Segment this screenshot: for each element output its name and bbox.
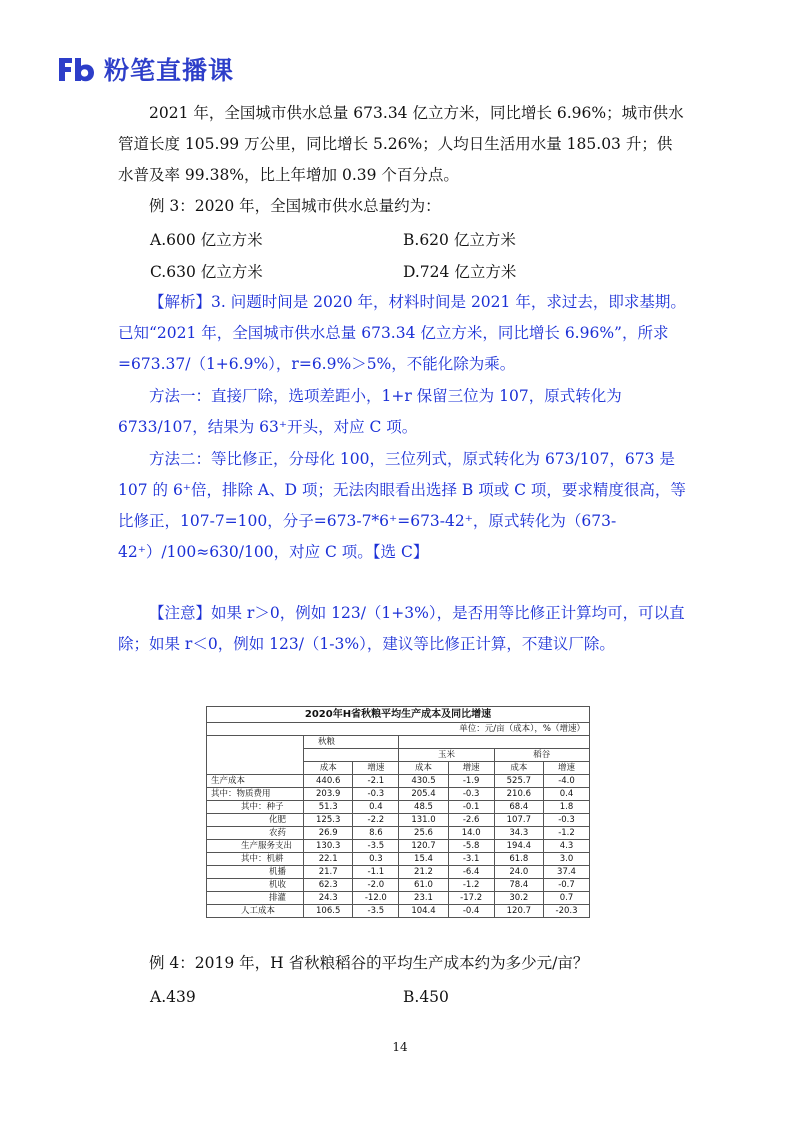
table-row-label: 其中：物质费用 [207,788,304,801]
table-cell: -1.1 [353,866,399,879]
table-cell: 440.6 [304,775,353,788]
material-paragraph: 2021 年，全国城市供水总量 673.34 亿立方米，同比增长 6.96%；城市供水管道长度 105.99 万公里，同比增长 5.26%；人均日生活用水量 185.03 升；供水普及率 99.38%，比上年增加 0.39 个百分点。 [118,104,684,184]
table-cell: 51.3 [304,801,353,814]
table-cell: 210.6 [494,788,543,801]
table-row [207,814,590,827]
table-row [207,866,590,879]
table-cell: 62.3 [304,879,353,892]
table-cell: 0.4 [544,788,590,801]
table-col-cost: 成本 [304,762,353,775]
question-4-stem: 例 4：2019 年，H 省秋粮稻谷的平均生产成本约为多少元/亩？ [149,954,589,972]
table-cell: 15.4 [399,853,448,866]
table-cell: 525.7 [494,775,543,788]
table-row-label: 人工成本 [207,905,304,918]
table-cell: 125.3 [304,814,353,827]
table-cell: 61.8 [494,853,543,866]
table-cell: 8.6 [353,827,399,840]
table-cell: 24.3 [304,892,353,905]
table-col-cost: 成本 [399,762,448,775]
q3-method-2: 方法二：等比修正，分母化 100，三位列式，原式转化为 673/107，673 是 107 的 6⁺倍，排除 A、D 项；无法肉眼看出选择 B 项或 C 项，要求精度很高，等比修正，107-7=100，分子=673-7*6⁺=673-42⁺，原式转化为（673-42⁺）/100≈630/100，对应 C 项。【选 C】 [118,450,686,561]
table-row-label: 机收 [207,879,304,892]
table-row-label: 机播 [207,866,304,879]
table-cell: 107.7 [494,814,543,827]
q4-option-b: B.450 [403,988,449,1006]
table-cell: -2.1 [353,775,399,788]
table-col-growth: 增速 [448,762,494,775]
table-cell: -12.0 [353,892,399,905]
table-row [207,879,590,892]
table-group-spacer [399,736,590,749]
cost-table [206,706,590,918]
brand-name: 粉笔直播课 [104,56,235,85]
table-cell: -17.2 [448,892,494,905]
table-cell: -3.5 [353,905,399,918]
table-row-label: 排灌 [207,892,304,905]
brand-logo [56,52,234,86]
table-cell: -1.2 [544,827,590,840]
table-autumn-spacer [304,749,399,762]
table-cell: 3.0 [544,853,590,866]
table-cell: -0.4 [448,905,494,918]
table-cell: -3.5 [353,840,399,853]
table-cell: 37.4 [544,866,590,879]
table-group-corn: 玉米 [399,749,494,762]
q3-option-d: D.724 亿立方米 [403,263,517,281]
table-cell: 0.3 [353,853,399,866]
table-cell: -0.3 [448,788,494,801]
table-row [207,775,590,788]
table-cell: 194.4 [494,840,543,853]
table-cell: -2.2 [353,814,399,827]
table-cell: 68.4 [494,801,543,814]
table-cell: 120.7 [399,840,448,853]
table-cell: -0.3 [353,788,399,801]
table-row [207,801,590,814]
table-cell: -4.0 [544,775,590,788]
table-row-label: 其中：种子 [207,801,304,814]
table-corner-cell [207,736,304,775]
table-cell: 131.0 [399,814,448,827]
table-cell: 120.7 [494,905,543,918]
table-row-label: 化肥 [207,814,304,827]
q3-option-c: C.630 亿立方米 [150,263,263,281]
table-cell: -20.3 [544,905,590,918]
table-group-autumn: 秋粮 [304,736,399,749]
q4-option-a: A.439 [150,988,196,1006]
table-row [207,853,590,866]
table-cell: -0.7 [544,879,590,892]
table-row [207,905,590,918]
table-cell: -1.2 [448,879,494,892]
table-row-label: 生产服务支出 [207,840,304,853]
table-row-label: 农药 [207,827,304,840]
table-cell: 26.9 [304,827,353,840]
table-col-growth: 增速 [544,762,590,775]
table-cell: 104.4 [399,905,448,918]
table-cell: -0.3 [544,814,590,827]
q3-option-b: B.620 亿立方米 [403,231,516,249]
table-cell: -3.1 [448,853,494,866]
table-cell: 21.7 [304,866,353,879]
q3-option-a: A.600 亿立方米 [150,231,263,249]
table-cell: 30.2 [494,892,543,905]
table-cell: 25.6 [399,827,448,840]
table-cell: -2.6 [448,814,494,827]
table-cell: 1.8 [544,801,590,814]
table-cell: 22.1 [304,853,353,866]
table-row [207,840,590,853]
table-cell: 0.4 [353,801,399,814]
table-col-cost: 成本 [494,762,543,775]
table-cell: 61.0 [399,879,448,892]
table-cell: -1.9 [448,775,494,788]
table-cell: 34.3 [494,827,543,840]
table-cell: -6.4 [448,866,494,879]
table-cell: 14.0 [448,827,494,840]
table-row-label: 生产成本 [207,775,304,788]
question-3-stem: 例 3：2020 年，全国城市供水总量约为： [149,197,441,215]
table-cell: 430.5 [399,775,448,788]
table-title: 2020年H省秋粮平均生产成本及同比增速 [207,707,590,723]
table-cell: 23.1 [399,892,448,905]
table-body [207,775,590,918]
table-cell: 21.2 [399,866,448,879]
table-cell: 48.5 [399,801,448,814]
fb-logo-icon [56,54,96,84]
table-cell: 4.3 [544,840,590,853]
page-number: 14 [392,1040,408,1054]
q3-analysis: 【解析】3. 问题时间是 2020 年，材料时间是 2021 年，求过去，即求基期。已知“2021 年，全国城市供水总量 673.34 亿立方米，同比增长 6.96%”，所求=673.37/（1+6.9%），r=6.9%＞5%，不能化除为乘。 [118,293,686,373]
table-cell: 130.3 [304,840,353,853]
table-cell: 106.5 [304,905,353,918]
table-row [207,892,590,905]
table-cell: 203.9 [304,788,353,801]
q3-method-1: 方法一：直接厂除，选项差距小，1+r 保留三位为 107，原式转化为 6733/107，结果为 63⁺开头，对应 C 项。 [118,387,622,436]
table-cell: -2.0 [353,879,399,892]
table-cell: 205.4 [399,788,448,801]
table-col-growth: 增速 [353,762,399,775]
table-row [207,788,590,801]
table-cell: 78.4 [494,879,543,892]
table-cell: -5.8 [448,840,494,853]
note-paragraph: 【注意】如果 r＞0，例如 123/（1+3%），是否用等比修正计算均可，可以直除；如果 r＜0，例如 123/（1-3%），建议等比修正计算，不建议厂除。 [118,604,685,653]
table-row [207,827,590,840]
table-row-label: 其中：机耕 [207,853,304,866]
table-cell: 24.0 [494,866,543,879]
table-cell: -0.1 [448,801,494,814]
table-cell: 0.7 [544,892,590,905]
table-unit: 单位：元/亩（成本），%（增速） [207,723,590,736]
table-group-rice: 稻谷 [494,749,589,762]
